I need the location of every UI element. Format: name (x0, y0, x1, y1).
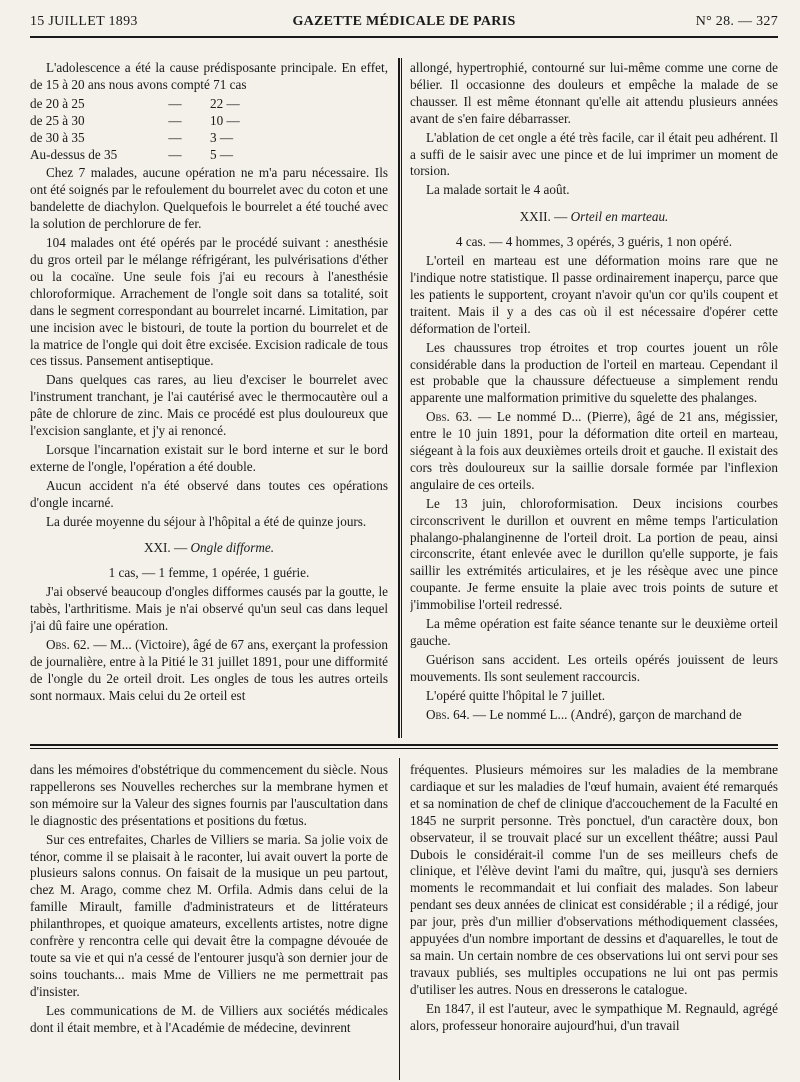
paragraph: La même opération est faite séance tenante sur le deuxième orteil gauche. (410, 616, 778, 648)
journal-title: GAZETTE MÉDICALE DE PARIS (292, 14, 516, 29)
observation-paragraph (410, 707, 778, 724)
paragraph: En 1847, il est l'auteur, avec le sympathique M. Regnauld, agrégé alors, professeur honoraire aujourd'hui, d'un travail (410, 1000, 778, 1033)
section-number: XXII. — (519, 209, 568, 225)
paragraph: Le 13 juin, chloroformisation. Deux incisions courbes circonscrivent le durillon et ouvrent en même temps l'articulation phalango-phalanginenne de l'orteil droit. La portion de peau, ainsi circonscrite, étant enlevée avec le durillon qu'elle supporte, je fais saillir les extrémités articulaires, et je les résèque avec une pince coupante. Je ferme ensuite la plaie avec trois points de suture et j'immobilise l'orteil redressé. (410, 495, 778, 613)
observation-label: Obs. 62. (46, 637, 90, 652)
column-divider (399, 758, 400, 1080)
column-divider (401, 58, 402, 738)
column-bottom-right (410, 762, 778, 1080)
column-top-left (30, 60, 388, 728)
stats-range: de 25 à 30 (30, 112, 85, 128)
paragraph: 104 malades ont été opérés par le procédé suivant : anesthésie du gros orteil par le mélange réfrigérant, les pulvérisations d'éther ou la cocaïne. Une seule fois j'ai eu recours à l'anesthésie chloroformique. Arrachement de l'ongle soit dans sa totalité, soit dans le segment correspondant au bourrelet incarné. Limitation, par une incision avec le bistouri, de toute la portion du bourrelet et de la matrice de l'ongle qui doit être excisée. Excision radicale de tous ces tissus. Pansement antiseptique. (30, 235, 388, 369)
page-header (30, 14, 778, 38)
stats-dash: — (168, 129, 182, 145)
stats-count: 10 — (210, 112, 240, 128)
observation-label: Obs. 63. (426, 409, 473, 425)
stats-range: de 30 à 35 (30, 129, 85, 145)
paragraph: fréquentes. Plusieurs mémoires sur les maladies de la membrane cardiaque et sur les maladies de l'œuf humain, avaient été remarqués et sa nomination de chef de clinique d'accouchement de la Faculté en 1845 ne surprit personne. Très ponctuel, d'un caractère doux, bon observateur, il se trouvait placé sur un excellent théâtre; aussi Paul Dubois le considérait-il comme l'un de ses meilleurs chefs de clinique, et l'élève devint l'ami du maître, qui, jusqu'à ses derniers moments le recommandait et lui confiait des malades. Son labeur pendant ses deux années de clinicat est considérable ; il a rédigé, jour par jour, près d'un millier d'observations méthodiquement classées, appuyées d'un nombre important de dessins et d'aquarelles, le tout de sa main. Un certain nombre de ces observations lui ont servi pour ses travaux publiés, ses multiples occupations ne lui ont pas permis d'utiliser les autres. Nous en dresserons le catalogue. (410, 762, 778, 997)
section-divider (30, 744, 778, 746)
paragraph: L'ablation de cet ongle a été très facile, car il était peu adhérent. Il a suffi de le saisir avec une pince et de lui imprimer un moment de torsion. (410, 129, 778, 179)
stats-row (30, 130, 388, 147)
stats-row (30, 96, 388, 113)
stats-dash: — (168, 112, 182, 128)
stats-row (30, 147, 388, 164)
stats-count: 5 — (210, 146, 234, 162)
page-number: N° 28. — 327 (695, 14, 778, 29)
column-bottom-left (30, 762, 388, 1080)
header-date: 15 JUILLET 1893 (30, 14, 138, 29)
stats-range: Au-dessus de 35 (30, 146, 118, 162)
paragraph: Chez 7 malades, aucune opération ne m'a paru nécessaire. Ils ont été soignés par le refoulement du bourrelet avec du coton et une bandelette de diachylon. Quelquefois le bourrelet a été touché avec la solution de perchlorure de fer. (30, 165, 388, 232)
paragraph: Dans quelques cas rares, au lieu d'exciser le bourrelet avec l'instrument tranchant, je l'ai cautérisé avec le thermocautère oul a pâte de chlorure de zinc. Mais ce procédé est plus douloureux que l'excision sanglante, et j'y ai renoncé. (30, 372, 388, 439)
stats-dash: — (168, 146, 182, 162)
paragraph: Les chaussures trop étroites et trop courtes jouent un rôle considérable dans la production de l'orteil en marteau. Cependant il est probable que la chaussure défectueuse a simplement rendu apparente une malformation primitive du squelette des phalanges. (410, 339, 778, 406)
section-title: Orteil en marteau. (570, 209, 669, 225)
age-stats-table (30, 96, 388, 164)
paragraph: Les communications de M. de Villiers aux sociétés médicales dont il était membre, et à l'Académie de médecine, devinrent (30, 1002, 388, 1035)
paragraph: J'ai observé beaucoup d'ongles difformes causés par la goutte, le tabès, l'arthritisme. Mais je n'ai observé qu'un seul cas dans lequel j'ai dû faire une opération. (30, 584, 388, 634)
case-summary: 1 cas, — 1 femme, 1 opérée, 1 guérie. (108, 565, 310, 581)
paragraph: L'orteil en marteau est une déformation moins rare que ne l'indique notre statistique. Il passe ordinairement inaperçu, parce que les patients le supportent, croyant n'avoir qu'un cor qu'ils coupent et traitent. Mais il y a des cas où il est nécessaire d'opérer cette déformation de l'orteil. (410, 253, 778, 336)
observation-text: — M... (Victoire), âgé de 67 ans, exerçant la profession de journalière, entre à la Pitié le 31 juillet 1891, pour une difformité de l'ongle du 2e orteil droit. Les ongles de tous les autres orteils sont normaux. Mais celui du 2e orteil est (30, 637, 388, 703)
paragraph: Sur ces entrefaites, Charles de Villiers se maria. Sa jolie voix de ténor, comme il se plaisait à le raconter, lui avait ouvert la porte de plusieurs salons connus. On faisait de la musique un peu partout, chez M. Arago, comme chez M. Orfila. Admis dans celui de la famille Mirault, famille d'administrateurs et de littérateurs philanthropes, et quoique amateurs, excellents artistes, notre digne confrère y rencontra celle qui devait être la compagne dévouée de toute sa vie et qui n'a cessé de l'entourer jusqu'à son dernier jour de soins touchants... mais Mme de Villiers ne me permettrait pas d'insister. (30, 831, 388, 999)
section-number: XXI. — (143, 540, 188, 556)
stats-count: 22 — (210, 95, 240, 111)
section-divider (30, 748, 778, 749)
column-top-right (410, 60, 778, 728)
observation-text: — Le nommé L... (André), garçon de marchand de (472, 706, 742, 722)
paragraph: L'adolescence a été la cause prédisposante principale. En effet, de 15 à 20 ans nous avons compté 71 cas (30, 60, 388, 92)
observation-text: — Le nommé D... (Pierre), âgé de 21 ans, mégissier, entre le 10 juin 1891, pour la déformation dite orteil en marteau, siégeant à la fois aux deuxièmes orteils droit et gauche. Il existait des cors très douloureux sur la saillie dorsale formée par l'inflexion angulaire de ces orteils. (410, 409, 778, 492)
paragraph: La malade sortait le 4 août. (426, 182, 570, 198)
section-heading (410, 209, 778, 226)
stats-range: de 20 à 25 (30, 95, 85, 111)
section-title: Ongle difforme. (190, 540, 275, 556)
paragraph: Lorsque l'incarnation existait sur le bord interne et sur le bord externe de l'ongle, l'opération a été double. (30, 441, 388, 474)
column-divider (398, 58, 400, 738)
stats-dash: — (168, 95, 182, 111)
paragraph: Guérison sans accident. Les orteils opérés jouissent de leurs mouvements. Ils sont seulement raccourcis. (410, 651, 778, 684)
paragraph: allongé, hypertrophié, contourné sur lui-même comme une corne de bélier. Il occasionne des douleurs et empêche la malade de se chausser. Il est même étonnant qu'elle ait attendu plusieurs années avant de s'en faire débarrasser. (410, 60, 778, 126)
paragraph: L'opéré quitte l'hôpital le 7 juillet. (426, 687, 606, 703)
paragraph: Aucun accident n'a été observé dans toutes ces opérations d'ongle incarné. (30, 477, 388, 510)
paragraph: dans les mémoires d'obstétrique du commencement du siècle. Nous rappellerons ses Nouvelles recherches sur la membrane hymen et son mémoire sur la Valeur des signes fournis par l'auscultation dans le diagnostic des présentations et positions du fœtus. (30, 762, 388, 828)
case-summary: 4 cas. — 4 hommes, 3 opérés, 3 guéris, 1 non opéré. (455, 234, 733, 250)
observation-paragraph (30, 637, 388, 705)
stats-row (30, 113, 388, 130)
observation-label: Obs. 64. (426, 706, 470, 722)
stats-count: 3 — (210, 129, 234, 145)
paragraph: La durée moyenne du séjour à l'hôpital a été de quinze jours. (46, 513, 367, 529)
section-heading (30, 540, 388, 557)
observation-paragraph (410, 409, 778, 494)
